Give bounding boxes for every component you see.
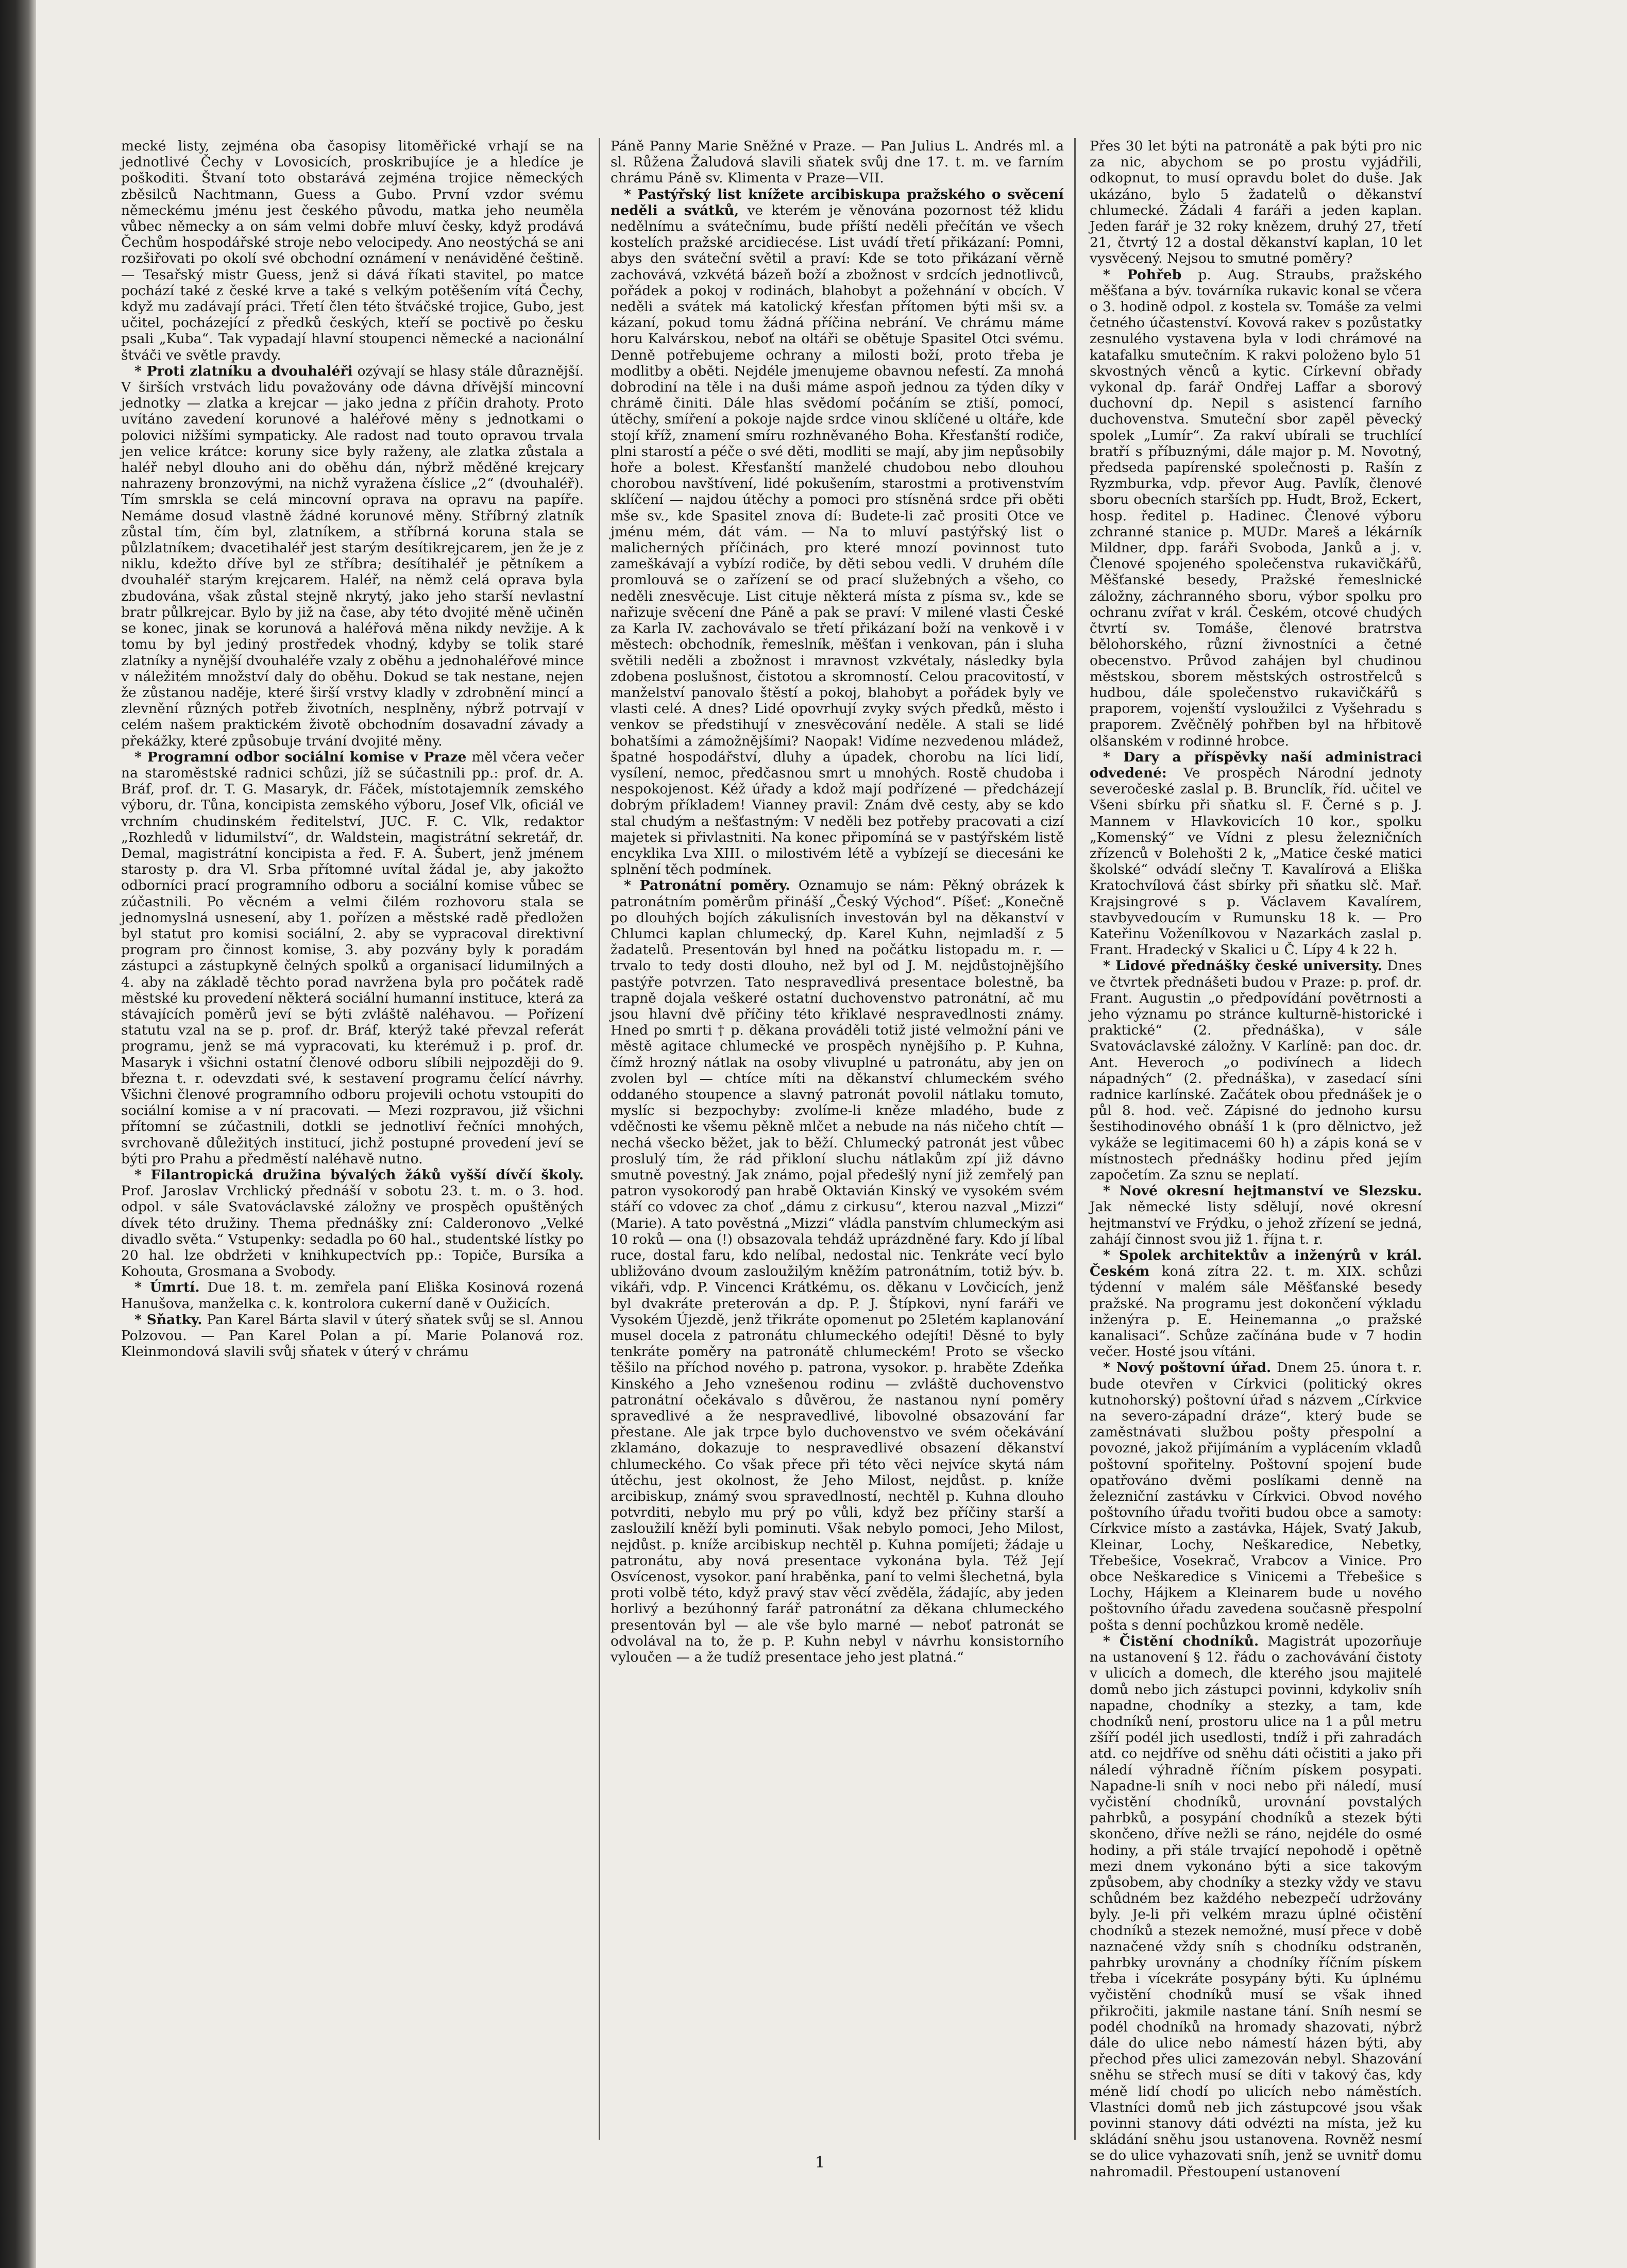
- article-paragraph: [611, 187, 1064, 878]
- article-paragraph: [121, 138, 584, 363]
- article-text: Jak německé listy sdělují, nové okresní hejtmanství ve Frýdku, o jehož zřízení se jedná, zahájí činnost svou již 1. října t. r.: [1090, 1199, 1422, 1247]
- article-heading: * Nové okresní hejtmanství ve Slezsku.: [1103, 1183, 1422, 1199]
- article-columns: [121, 138, 1422, 2180]
- page-number: 1: [815, 2154, 825, 2172]
- article-paragraph: [1090, 958, 1422, 1183]
- article-text: Páně Panny Marie Sněžné v Praze. — Pan Julius L. Andrés ml. a sl. Růžena Žaludová slavili sňatek svůj dne 17. t. m. ve farním chrámu Páně sv. Klimenta v Praze—VII.: [611, 138, 1064, 187]
- article-text: Due 18. t. m. zemřela paní Eliška Kosinová rozená Hanušova, manželka c. k. kontrolora cukerní daně v Oužicích.: [121, 1279, 584, 1312]
- scan-binding-edge: [0, 0, 36, 2268]
- article-paragraph: [1090, 1633, 1422, 2180]
- article-text: ve kterém je věnována pozornost též klidu nedělnímu a svátečnímu, bude příští neděli přečítán ve všech kostelích pražské arcidiecése. List uvádí třetí přikázaní: Pomni, abys den sváteční světil a praví: Kde se toto přikázaní věrně zachovává, vzkvétá bázeň boží a zbožnost v srdcích jednotlivců, pořádek a pokoj v rodinách, blahobyt a požehnání v obcích. V neděli a svátek má katolický křesťan přítomen býti mši sv. a kázaní, pokud tomu žádná příčina nebrání. Ve chrámu máme horu Kalvárskou, neboť na oltáři se obětuje Spasitel Otci svému. Denně potřebujeme ochrany a milosti boží, proto třeba je modlitby a oběti. Nejdéle jmenujeme obavnou nefestí. Za mnohá dobrodiní na těle i na duši máme aspoň jednou za týden díky v chrámě činiti. Dále hlas svědomí počáním se ztiší, pomocí, útěchy, smíření a pokoje najde srdce vinou sklíčené u oltáře, kde stojí kříž, znamení smíru rozhněvaného Boha. Křesťanští rodiče, plni starostí a péče o své děti, modliti se mají, aby jim nepůsobily hoře a bolest. Křesťanští manželé chudobou nebo dlouhou chorobou navštívení, lidé pokušením, starostmi a protivenstvím sklíčení — najdou útěchy a pomoci pro stísněná srdce při oběti mše sv., kde Spasitel znova dí: Budete-li zač prositi Otce ve jménu mém, dát vám. — Na to mluví pastýřský list o malicherných příčinách, pro které mnozí povinnost tuto zameškávají a vybízí rodiče, by děti sebou vedli. V druhém díle promlouvá se o zařízení se od prací služebných a všeho, co neděli znesvěcuje. List cituje některá místa z písma sv., kde se nařizuje svěcení dne Páně a pak se praví: V milené vlasti České za Karla IV. zachovávalo se třetí přikázaní boží na venkově i v městech: obchodník, řemeslník, měšťan i venkovan, pán i sluha světili neděli a zbožnost i mravnost vzkvétaly, následky byla zdobena poslušnost, čistotou a skromností. Celou pracovitostí, v manželství panovalo štěstí a pokoj, blahobyt a pořádek byly ve vlasti celé. A dnes? Lidé opovrhují zvyky svých předků, město i venkov se předstihují v znesvěcování neděle. A stali se lidé bohatšími a zámožnějšími? Naopak! Vidíme nezvedenou mládež, špatné hospodářství, dluhy a úpadek, chorobu na líci lidí, vysílení, nemoc, předčasnou smrt u mnohých. Rostě chudoba i nespokojenost. Kéž úřady a kdož mají podřízené — předcházejí dobrým příkladem! Vianney pravil: Znám dvě cesty, aby se kdo stal chudým a nešťastným: V neděli bez potřeby pracovati a cizí majetek si přivlastniti. Na konec připomíná se v pastýřském listě encyklika Lva XIII. o milostivém létě a vybízejí se diecesáni ke splnění těch podmínek.: [611, 202, 1064, 878]
- article-paragraph: [121, 1312, 584, 1360]
- column-left: [121, 138, 584, 2140]
- article-heading: * Sňatky.: [134, 1311, 202, 1328]
- article-paragraph: [1090, 1183, 1422, 1247]
- article-text: Dnem 25. února t. r. bude otevřen v Církvici (politický okres kutnohorský) poštovní úřad s názvem „Církvice na severo-západní dráze“, který bude se zaměstnávati službou pošty přespolní a povozné, jakož přijímáním a vyplácením vkladů poštovní spořitelny. Poštovní spojení bude opatřováno dvěmi poslíkami denně na železniční zastávku v Církvici. Obvod nového poštovního úřadu tvořiti budou obce a samoty: Církvice místo a zastávka, Hájek, Svatý Jakub, Kleinar, Lochy, Neškaredice, Nebetky, Třebešice, Vosekrač, Vrabcov a Vinice. Pro obce Neškaredice s Vinicemi a Třebešice s Lochy, Hájkem a Kleinarem bude u nového poštovního úřadu zavedena současně přespolní pošta s denní pochůzkou kromě neděle.: [1090, 1360, 1422, 1633]
- article-heading: * Pohřeb: [1103, 266, 1182, 283]
- article-text: Přes 30 let býti na patronátě a pak býti pro nic za nic, abychom se po prostu vyjádřili, odkopnut, to musí opravdu bolet do duše. Jak ukázáno, bylo 5 žadatelů o děkanství chlumecké. Žádali 4 faráři a jeden kaplan. Jeden farář je 32 roky knězem, druhý 27, třetí 21, čtvrtý 12 a dostal děkanství kaplan, 10 let vysvěcený. Nejsou to smutné poměry?: [1090, 138, 1422, 267]
- article-heading: * Proti zlatníku a dvouhaléři: [134, 363, 353, 379]
- article-paragraph: [1090, 749, 1422, 958]
- article-text: p. Aug. Straubs, pražského měšťana a býv. továrníka rukavic konal se včera o 3. hodině odpol. z kostela sv. Tomáše za velmi četného účastenství. Kovová rakev s pozůstatky zesnulého vystavena byla v lodi chrámové na katafalku smutečním. K rakvi položeno bylo 51 skvostných věnců a kytic. Církevní obřady vykonal dp. farář Ondřej Laffar a sborový duchovní dp. Nepil s asistencí farního duchovenstva. Smuteční sbor zapěl pěvecký spolek „Lumír“. Za rakví ubírali se truchlící bratří s příbuznými, dále major p. M. Novotný, předseda papírenské společnosti p. Rašín z Ryzmburka, vdp. převor Aug. Pavlík, členové sboru obecních starších pp. Hudt, Brož, Eckert, hosp. ředitel p. Hadinec. Členové výboru zchranné stanice p. MUDr. Mareš a lékárník Mildner, dpp. faráři Svoboda, Janků a j. v. Členové spojeného společenstva rukavičkářů, Měšťanské besedy, Pražské řemeslnické záložny, záchranného sboru, výbor spolku pro ochranu zvířat v král. Českém, otcové chudých čtvrtí sv. Tomáše, členové bratrstva bělohorského, různí živnostníci a četné obecenstvo. Průvod zahájen byl chudinou městskou, sborem městských ostrostřelců s hudbou, dále společenstvo rukavičkářů s praporem, vojenští vysloužilci z Vyšehradu s praporem. Zvěčnělý pohřben byl na hřbitově olšanském v rodinné hrobce.: [1090, 266, 1422, 749]
- article-text: koná zítra 22. t. m. XIX. schůzi týdenní v malém sále Měšťanské besedy pražské. Na programu jest dokončení výkladu inženýra p. E. Heinemanna „o pražské kanalisaci“. Schůze začínána bude v 7 hodin večer. Hosté jsou vítáni.: [1090, 1263, 1422, 1360]
- article-text: Magistrát upozorňuje na ustanovení § 12. řádu o zachovávání čistoty v ulicích a domech, dle kterého jsou majitelé domů nebo jich zástupci povinni, kdykoliv sníh napadne, chodníky a stezky, a tam, kde chodníků není, prostoru ulice na 1 a půl metru zšíří podél jich usedlosti, tndíž i při zahradách atd. co nejdříve od sněhu dáti očistiti a jako při náledí výhradně říčním pískem posypati. Napadne-li sníh v noci nebo při náledí, musí vyčistění chodníků, urovnání povstalých pahrbků, a posypání chodníků a stezek býti skončeno, dříve nežli se ráno, nejdéle do osmé hodiny, a při stále trvající nepohodě i opětně mezi dnem vykonáno býti a sice takovým způsobem, aby chodníky a stezky vždy ve stavu schůdném bez každého nebezpečí udržovány byly. Je-li při velkém mrazu úplné očistění chodníků a stezek nemožné, musí přece v době naznačené vždy sníh s chodníku odstraněn, pahrbky urovnány a chodníky říčním pískem třeba i vícekráte posypány býti. Ku úplnému vyčistění chodníků musí se však ihned přikročiti, jakmile nastane tání. Sníh nesmí se podél chodníků na hromady shazovati, nýbrž dále do ulice nebo námestí házen býti, aby přechod přes ulici zamezován nebyl. Shazování sněhu se střech musí se díti v takový čas, kdy méně lidí chodí po ulicích nebo náměstích. Vlastníci domů neb jich zástupcové jsou však povinni stanovy dáti odvézti na místa, jež ku skládání sněhu jsou ustanovena. Rovněž nesmí se do ulice vyhazovati sníh, jenž se uvnitř domu nahromadil. Přestoupení ustanovení: [1090, 1633, 1422, 2180]
- article-text: měl včera večer na staroměstské radnici schůzi, jíž se súčastnili pp.: prof. dr. A. Bráf, prof. dr. T. G. Masaryk, dr. Fáček, místotajemník zemského výboru, dr. Tůna, koncipista zemského výboru, Josef Vlk, oficiál ve vrchním chudinském ředitelství, JUC. F. C. Vlk, redaktor „Rozhledů v lidumilství“, dr. Waldstein, magistrátní sekretář, dr. Demal, magistrátní koncipista a řed. F. A. Šubert, jenž jménem starosty p. dra Vl. Srba přítomné uvítal žádal je, aby jakožto odborníci prací programního odboru a sociální komise vůbec se zúčastnili. Po věcném a velmi čilém rozhovoru stala se jednomyslná usnesení, aby 1. pořízen a městské radě předložen byl statut pro komisi sociální, 2. aby se vypracoval direktivní program pro činnost komise, 3. aby pozvány byly k poradám zástupci a zástupkyně čelných spolků a organisací lidumilných a 4. aby na základě těchto porad navržena byla pro počátek radě městské ku provedení některá sociální humanní instituce, která za stávajících poměrů jeví se býti zvláště naléhavou. — Pořízení statutu vzal na se p. prof. dr. Bráf, kterýž také převzal referát programu, jenž se má vypracovati, ku kterémuž i p. prof. dr. Masaryk i všichni ostatní členové odboru slíbili nejpozději do 9. března t. r. odevzdati své, k sestavení programu čelící návrhy. Všichni členové programního odboru projevili ochotu vstoupiti do sociální komise a v ní pracovati. — Mezi rozpravou, již všichni přítomní se zúčastnili, dotkli se jednotliví řečníci mnohých, svrchovaně důležitých institucí, jichž postupné provedení jeví se býti pro Prahu a předměstí naléhavě nutno.: [121, 749, 584, 1167]
- article-heading: * Programní odbor sociální komise v Praze: [134, 749, 467, 765]
- article-heading: * Dary a příspěvky naší administraci odvedené:: [1090, 749, 1422, 781]
- article-text: Ve prospěch Národní jednoty severočeské zaslal p. B. Brunclík, říd. učitel ve Všeni sbírku při sňatku sl. F. Černé s p. J. Mannem v Hlavkovicích 10 kor., spolku „Komenský“ ve Vídni z plesu železničních zřízenců v Bolehošti 2 k, „Matice české matici školské“ odvádí slečny T. Kavalírová a Eliška Kratochvílová část sbírky při sňatku slč. Mař. Krajsingrové s p. Václavem Kavalírem, stavbyvedoucím v Rumunsku 18 k. — Pro Kateřinu Voženílkovou v Nazarkách zaslal p. Frant. Hradecký v Skalici u Č. Lípy 4 k 22 h.: [1090, 765, 1422, 958]
- column-right: [1090, 138, 1422, 2180]
- article-text: Pan Karel Bárta slavil v úterý sňatek svůj se sl. Annou Polzovou. — Pan Karel Polan a pí. Marie Polanová roz. Kleinmondová slavili svůj sňatek v úterý v chrámu: [121, 1311, 584, 1360]
- article-heading: * Patronátní poměry.: [624, 877, 790, 894]
- article-paragraph: [121, 363, 584, 749]
- article-paragraph: [121, 749, 584, 1167]
- column-middle: [611, 138, 1064, 2140]
- article-text: ozývají se hlasy stále důraznější. V širších vrstvách lidu považovány ode dávna dřívější mincovní jednotky — zlatka a krejcar — jako jedna z příčin drahoty. Proto uvítáno zavedení korunové a haléřové měny s jednotkami o polovici nižšími sympaticky. Ale radost nad touto opravou trvala jen velice krátce: koruny sice byly raženy, ale zlatka zůstala a haléř nebyl dlouho ani do oběhu dán, nýbrž měděné krejcary nahrazeny bronzovými, na nichž vyražena číslice „2“ (dvouhaléř). Tím smrskla se celá mincovní oprava na opravu na papíře. Nemáme dosud vlastně žádné korunové měny. Stříbrný zlatník zůstal tím, čím byl, zlatníkem, a stříbrná koruna stala se půlzlatníkem; dvacetihaléř jest starým desítikrejcarem, jen že je z niklu, kdežto dříve byl ze stříbra; desítihaléř je pětníkem a dvouhaléř starým krejcarem. Haléř, na němž celá oprava byla zbudována, však zůstal stejně nkrytý, jako jeho starší nevlastní bratr půlkrejcar. Bylo by již na čase, aby této dvojité měně učiněn se konec, jinak se korunová a haléřová měna nikdy nevžije. A k tomu by byl jediný prostředek vhodný, kdyby se tolik staré zlatníky a nynější dvouhaléře vzaly z oběhu a jednohaléřové mince v náležitém množství daly do oběhu. Dokud se tak nestane, nejen že zůstanou naděje, které širší vrstvy kladly v zdrobnění mincí a zlevnění různých potřeb životních, nesplněny, nýbrž potrvají v celém našem praktickém životě obchodním dosavadní závady a překážky, které způsobuje trvání dvojité měny.: [121, 363, 584, 749]
- article-text: Dnes ve čtvrtek přednášeti budou v Praze: p. prof. dr. Frant. Augustin „o předpovídání povětrnosti a jeho významu po stránce kulturně-historické i praktické“ (2. přednáška), v sále Svatováclavské záložny. V Karlíně: pan doc. dr. Ant. Heveroch „o podivínech a lidech nápadných“ (2. přednáška), v zasedací síni radnice karlínské. Začátek obou přednášek je o půl 8. hod. več. Zápisné do jednoho kursu šestihodinového obnáší 1 k (pro dělnictvo, jež vykáže se legitimacemi 60 h) a zápis koná se v místnostech přednášky hodinu před jejím započetím. Za sznu se neplatí.: [1090, 958, 1422, 1183]
- article-text: Oznamujo se nám: Pěkný obrázek k patronátním poměrům přináší „Český Východ“. Píšeť: „Konečně po dlouhých bojích zákulisních investován byl na děkanství v Chlumci kaplan chlumecký, dp. Karel Kuhn, nejmladší z 5 žadatelů. Presentován byl hned na počátku listopadu m. r. — trvalo to tedy dosti dlouho, než byl od J. M. nejdůstojnějšího pastýře potvrzen. Tato nespravedlivá presentace bolestně, ba trapně dojala veškeré ostatní duchovenstvo patronátní, ač mu jsou hlavní dvě příčiny této křiklavé nespravedlnosti známy. Hned po smrti † p. děkana prováděli totiž jisté velmožní páni ve městě agitace chlumecké ve prospěch nynějšího p. P. Kuhna, čímž hrozný nátlak na osoby vlivuplné u patronátu, aby jen on zvolen byl — chtíce míti na děkanství chlumeckém svého oddaného stoupence a slavný patronát povolil nátlaku tomuto, myslíc si bezpochyby: zvolíme-li kněze mladého, bude z vděčnosti ke všemu pěkně mlčet a nebude na nás ničeho chtít — nechá všecko běžet, jak to běží. Chlumecký patronát jest vůbec proslulý tím, že rád přikloní sluchu nátlakům zpí již dávno smutně povestný. Jak známo, pojal předešlý nyní již zemřelý pan patron vysokorodý pan hrabě Oktavián Kinský ve vysokém svém stáří co vdovec za choť „dámu z cirkusu“, kterou nazval „Mizzi“ (Marie). A tato pověstná „Mizzi“ vládla panstvím chlumeckým asi 10 roků — ona (!) obsazovala tehdáž uprázdněné fary. Kdo jí líbal ruce, dostal faru, kdo nelíbal, nedostal nic. Tenkráte vecí bylo ubližováno dvoum zasloužilým kněžím patronátním, totiž býv. b. vikáři, vdp. P. Vincenci Krátkému, os. děkanu v Lovčicích, jenž byl dvakráte preterován a dp. P. J. Štípkovi, nyní faráři ve Vysokém Újezdě, jenž třikráte opomenut po 25letém kaplanování musel docela z patronátu chlumeckého odejíti! Děsné to byly tenkráte poměry na patronátě chlumeckém! Proto se všecko těšilo na příchod nového p. patrona, vysokor. p. hraběte Zdeňka Kinského a Jeho vznešenou rodinu — zvláště duchovenstvo patronátní očekávalo s důvěrou, že nastanou nyní poměry spravedlivé a že nespravedlivé, libovolné obsazování far přestane. Ale jak trpce bylo duchovenstvo ve svém očekávání zklamáno, dokazuje to nespravedlivé obsazení děkanství chlumeckého. Co však přece při této věci nejvíce skytá nám útěchu, jest okolnost, že Jeho Milost, nejdůst. p. kníže arcibiskup, známý svou spravedlností, nechtěl p. Kuhna dlouho potvrditi, nebylo mu prý po vůli, když bez příčiny starší a zasloužilí kněží byli pominuti. Však nebylo pomoci, Jeho Milost, nejdůst. p. kníže arcibiskup nechtěl p. Kuhna pomíjeti; žádaje u patronátu, aby nová presentace vykonána byla. Též Její Osvícenost, vysokor. paní hraběnka, paní to velmi šlechetná, byla proti volbě této, když pravý stav věcí zvěděla, žádajíc, aby jeden horlivý a bezúhonný farář patronátní za děkana chlumeckého presentován byl — ale vše bylo marné — neboť patronát se odvolával na to, že p. P. Kuhn nebyl v návrhu konsistorního vyloučen — a že tudíž presentace jeho jest platná.“: [611, 877, 1064, 1666]
- article-paragraph: [1090, 1360, 1422, 1633]
- article-paragraph: [121, 1167, 584, 1279]
- article-heading: * Pastýřský list knížete arcibiskupa pražského o svěcení neděli a svátků,: [611, 186, 1064, 218]
- article-paragraph: [1090, 1247, 1422, 1360]
- article-text: Prof. Jaroslav Vrchlický přednáší v sobotu 23. t. m. o 3. hod. odpol. v sále Svatováclavské záložny ve prospěch opuštěných dívek této družiny. Thema přednášky zní: Calderonovo „Velké divadlo světa.“ Vstupenky: sedadla po 60 hal., studentské lístky po 20 hal. lze obdržeti v knihkupectvích pp.: Topiče, Bursíka a Kohouta, Grosmana a Svobody.: [121, 1183, 584, 1280]
- article-paragraph: [121, 1279, 584, 1311]
- article-heading: * Lidové přednášky české university.: [1103, 958, 1382, 974]
- article-paragraph: [1090, 267, 1422, 749]
- article-paragraph: [611, 138, 1064, 187]
- article-paragraph: [1090, 138, 1422, 267]
- article-heading: * Úmrtí.: [134, 1279, 200, 1296]
- article-text: mecké listy, zejména oba časopisy litoměřické vrhají se na jednotlivé Čechy v Lovosicích, proskribujíce je a hledíce je poškoditi. Štvaní toto obstarává zejména trojice německých zběsilců Nachtmann, Guess a Gubo. První vzdor svému německému jménu jest českého původu, matka jeho neuměla vůbec německy a on sám velmi dobře mluví česky, když prodává Čechům hospodářské stroje nebo velocipedy. Ano neostýchá se ani rozšiřovati po okolí své obchodní oznámení v nenáviděné češtině. — Tesařský mistr Guess, jenž si dává říkati stavitel, po matce pochází také z české krve a také s velkým potěšením vítá Čechy, když mu zadávají práci. Třetí člen této štváčské trojice, Gubo, jest učitel, pocházející z předků českých, kteří se poctivě po česku psali „Kuba“. Tak vypadají hlavní stoupenci německé a nacionální štváči ve světle pravdy.: [121, 138, 584, 363]
- article-heading: * Nový poštovní úřad.: [1103, 1360, 1272, 1376]
- article-heading: * Čistění chodníků.: [1103, 1633, 1259, 1649]
- article-heading: * Filantropická družina bývalých žáků vyšší dívčí školy.: [134, 1167, 584, 1183]
- article-heading: * Spolek architektův a inženýrů v král. Českém: [1090, 1247, 1422, 1280]
- article-paragraph: [611, 877, 1064, 1665]
